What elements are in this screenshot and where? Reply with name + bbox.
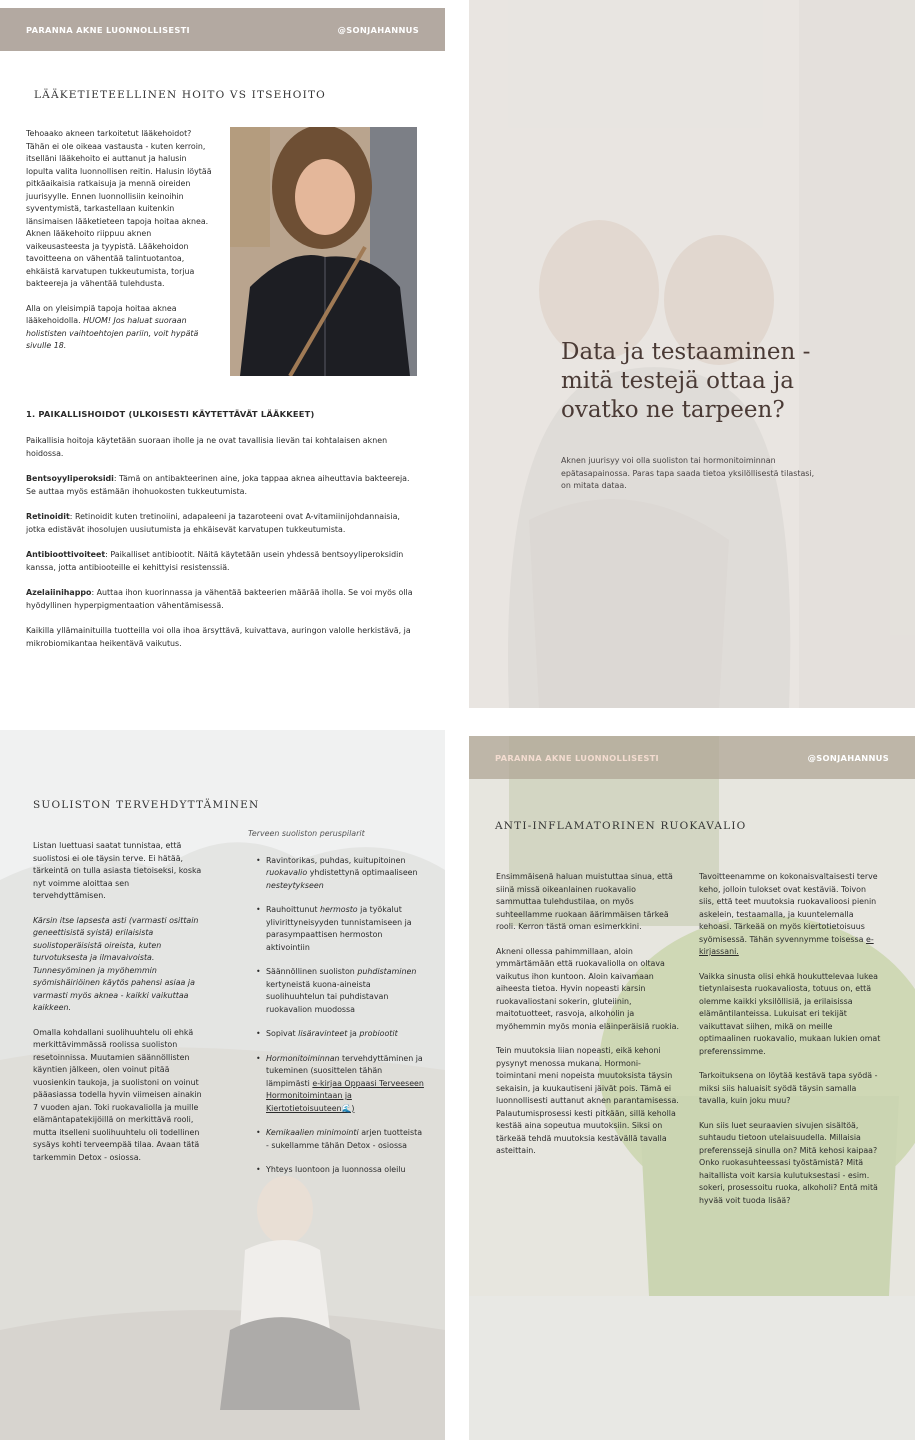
text: Ravintorikas, puhdas, kuitupitoinen: [266, 855, 406, 865]
page-header: [469, 736, 915, 779]
page-intro: Aknen juurisyy voi olla suoliston tai hormonitoiminnan epätasapainossa. Paras tapa saada tietoa yksilöllisestä tilastasi, on mitata dataa.: [561, 456, 815, 490]
text: arjen tuotteista - sukellamme tähän Detox - osiossa: [266, 1128, 423, 1150]
intro-paragraph: Tehoaako akneen tarkoitetut lääkehoidot? Tähän ei ole oikeaa vastausta - kuten kerroin, itselläni lääkehoito ei auttanut ja halusin lopulta valita luonnollisen reitin. Halusin löytää pitkäaikaisia ratkaisuja ja mennä oireiden juurisyylle. Ennen luonnollisiin keinoihin syventymistä, tarkastellaan kuitenkin länsimaisen lääketieteen tapoja hoitaa aknea. Aknen lääkehoito riippuu aknen vaikeusasteesta ja tyypistä. Lääkehoidon tavoitteena on vähentää talintuotantoa, ehkäistä karvatupen tukkeutumista, torjua bakteereja ja vähentää tulehdusta.: [26, 129, 212, 288]
list-item: [254, 1028, 426, 1041]
emphasis: Hormonitoiminnan: [266, 1053, 340, 1063]
emphasis: hermosto: [319, 905, 358, 914]
list-item: [254, 1127, 426, 1152]
page-anti-inflammatory-diet: [469, 736, 915, 1440]
treatment-term: Antibioottivoiteet: [26, 550, 106, 559]
section-title: ANTI-INFLAMATORINEN RUOKAVALIO: [495, 820, 747, 832]
treatment-term: Retinoidit: [26, 512, 70, 521]
closing-paragraph: Kaikilla yllämainituilla tuotteilla voi olla ihoa ärsyttävä, kuivattava, auringon valolle herkistävä, ja mikrobiomikantaa heikentävä vaikutus.: [26, 626, 411, 648]
text: yhdistettynä optimaaliseen: [307, 868, 418, 877]
intro-note-italic: HUOM! Jos haluat suoraan holististen vaihtoehtojen pariin, voit hypätä sivulle 18.: [26, 316, 199, 350]
ebook-link[interactable]: e-kirjassani.: [699, 934, 874, 956]
gut-paragraph-1: Listan luettuasi saatat tunnistaa, että suolistosi ei ole täysin terve. Ei hätää, tärkeintä on tulla asiasta tietoiseksi, koska nyt voimme aloittaa sen tervehdyttämisen.: [33, 841, 202, 900]
list-item: [254, 1053, 426, 1116]
emphasis: nesteytykseen: [266, 880, 324, 890]
pillars-list: [248, 855, 426, 1177]
section-title: LÄÄKETIETEELLINEN HOITO VS ITSEHOITO: [34, 89, 326, 101]
treatment-term: Bentsoyyliperoksidi: [26, 474, 114, 483]
treatment-item: [26, 473, 416, 498]
diet-paragraph: [699, 871, 883, 959]
header-brand: PARANNA AKNE LUONNOLLISESTI: [26, 25, 190, 35]
page-title: Data ja testaaminen - mitä testejä ottaa ja ovatko ne tarpeen?: [561, 339, 811, 423]
treatment-term: Azelaiinihappo: [26, 588, 92, 597]
list-item: [254, 1164, 426, 1177]
emphasis: probiootit: [359, 1029, 398, 1038]
page-gut-health: [0, 730, 445, 1440]
ebook-link[interactable]: e-kirjaa Oppaasi Terveeseen Hormonitoimintaan ja Kiertotietoisuuteen🌊): [266, 1078, 424, 1113]
treatment-desc: : Retinoidit kuten tretinoiini, adapaleeni ja tazaroteeni ovat A-vitamiinijohdannaisia, jotka edistävät ihosolujen uusiutumista ja ehkäisevät karvatupen tukkeutumista.: [26, 512, 400, 534]
list-item: [254, 966, 426, 1016]
diet-paragraph: Akneni ollessa pahimmillaan, aloin ymmärtämään että ruokavaliolla on oltava vaikutus ihon kuntoon. Aloin kaivamaan aiheesta tietoa. Hyvin nopeasti karsin ruokavaliostani sokerin, gluteiinin, maitotuotteet, rasvoja, alkoholin ja myöhemmin myös monia eläinperäisiä ruokia.: [496, 946, 680, 1031]
treatments-text: [26, 435, 416, 650]
list-item: [254, 904, 426, 954]
diet-paragraph: Vaikka sinusta olisi ehkä houkuttelevaa lukea tietynlaisesta ruokavaliosta, totuus on, että olemme kaikki yksilöllisiä, ja erilaisissa elämäntilanteissa. Lukuisat eri tekijät vaikuttavat siihen, mikä on meille optimaalinen ruokavalio, mukaan lukien omat preferenssimme.: [699, 971, 881, 1056]
subheading: 1. PAIKALLISHOIDOT (ULKOISESTI KÄYTETTÄVÄT LÄÄKKEET): [26, 409, 315, 419]
treatment-desc: : Paikalliset antibiootit. Näitä käytetään usein yhdessä bentsoyyliperoksidin kanssa, jotta antibiooteille ei kehittyisi resistenssiä.: [26, 550, 404, 572]
intro-note-plain: Alla on yleisimpiä tapoja hoitaa aknea lääkehoidolla.: [26, 303, 177, 325]
text: kertyneistä kuona-aineista suolihuuhtelun tai puhdistavan ruokavalion muodossa: [266, 979, 389, 1014]
treatment-desc: : Auttaa ihon kuorinnassa ja vähentää bakteerien määrää iholla. Se voi myös olla hyödyllinen hyperpigmentaation vähentämisessä.: [26, 588, 413, 610]
gut-pillars: [248, 828, 426, 1189]
gut-paragraph-2: Kärsin itse lapsesta asti (varmasti osittain geneettisistä syistä) erilaisista suolistoperäisistä oireista, kuten turvotuksesta ja ilmavaivoista. Tunnesyöminen ja myöhemmin syömishäiriöinen käytös pahensi asiaa ja varmasti myös aknea - kaikki vaikuttaa kaikkeen.: [33, 915, 199, 1012]
section-title: SUOLISTON TERVEHDYTTÄMINEN: [33, 799, 260, 811]
intro-text-block: [26, 128, 214, 353]
header-brand: PARANNA AKNE LUONNOLLISESTI: [495, 753, 659, 763]
text: Yhteys luontoon ja luonnossa oleilu: [266, 1165, 406, 1174]
diet-paragraph: Tarkoituksena on löytää kestävä tapa syödä - miksi siis haluaisit syödä täysin samalla tavalla, kuin joku muu?: [699, 1071, 878, 1105]
diet-paragraph: Tein muutoksia liian nopeasti, eikä kehoni pysynyt menossa mukana. Hormoni-toimintani meni nopeista muutoksista täysin sekaisin, ja kuukautiseni jäivät pois. Tämä ei luonnollisesti auttanut aknen parantamisessa. Palautumisprosessi kesti pitkään, sillä keholla kestää aina sopeutua muutoksiin. Siksi on tärkeää tehdä muutoksia kestävällä tavalla asteittain.: [496, 1046, 679, 1155]
treatment-item: [26, 511, 416, 536]
page-data-testing: [469, 0, 915, 708]
text: ja työkalut ylivirittyneisyyden tunnistamiseen ja parasympaattisen hermoston aktivointiin: [266, 905, 412, 952]
text: ja: [347, 1029, 360, 1038]
emphasis: ruokavalio: [266, 868, 308, 877]
treatment-item: [26, 587, 416, 612]
diet-paragraph: Kun siis luet seuraavien sivujen sisältöä, suhtaudu tietoon utelaisuudella. Millaisia preferenssejä sinulla on? Mitä kehosi kaipaa? Onko ruokasuhteessasi työstämistä? Mitä haitallista voit karsia kulutuksestasi - esim. sokeri, prosessoitu ruoka, alkoholi? Entä mitä hyvää voit tuoda lisää?: [699, 1120, 878, 1205]
portrait-illustration: [230, 127, 417, 376]
page-header: [0, 8, 445, 51]
emphasis: Kemikaalien minimointi: [266, 1128, 359, 1137]
text: Tavoitteenamme on kokonaisvaltaisesti terve keho, jolloin tulokset ovat kestäviä. Toivon siis, että teet muutoksia ruokavalioosi pienin askelein, testaamalla, ja kuuntelemalla kehoasi. Tärkeää on myös kiertotietoisuus syömisessä. Tähän syvennymme toisessa: [699, 872, 878, 944]
treatment-desc: : Tämä on antibakteerinen aine, joka tappaa aknea aiheuttavia bakteereja. Se auttaa myös estämään ihohuokosten tukkeutumista.: [26, 474, 410, 496]
list-item: [254, 855, 426, 893]
page-medical-vs-selfcare: [0, 0, 445, 712]
intro-note: [26, 303, 214, 353]
treatments-lead: Paikallisia hoitoja käytetään suoraan iholle ja ne ovat tavallisia lievän tai kohtalaisen aknen hoidossa.: [26, 436, 388, 458]
diet-column-right: [699, 871, 883, 1207]
text: tervehdyttäminen ja tukeminen (suosittelen tähän lämpimästi: [266, 1053, 423, 1088]
text: Sopivat: [266, 1029, 299, 1038]
emphasis: lisäravinteet: [298, 1029, 348, 1038]
diet-paragraph: Ensimmäisenä haluan muistuttaa sinua, että siinä missä oikeanlainen ruokavalio sammuttaa tulehdustilaa, on myös suhteellamme ruokaan äärimmäisen tärkeä rooli. Kerron tästä oman esimerkkini.: [496, 872, 673, 931]
header-handle: @SONJAHANNUS: [807, 753, 889, 763]
gut-text-column: [33, 840, 203, 1164]
diet-column-left: [496, 871, 679, 1158]
text: Rauhoittunut: [266, 905, 320, 914]
treatment-item: [26, 549, 416, 574]
gut-paragraph-3: Omalla kohdallani suolihuuhtelu oli ehkä merkittävimmässä roolissa suoliston resetoinnissa. Muutamien säännöllisten käyntien jälkeen, olen voinut pitää vuosienkin taukoja, ja suolistoni on voinut pääasiassa todella hyvin viimeisen ainakin 7 vuoden ajan. Toki ruokavaliolla ja muille elämäntapatekijöillä on merkittävä rooli, mutta itselleni suolihuuhtelu oli todellinen sysäys kohti terveempää tilaa. Avaan tätä tarkemmin Detox - osiossa.: [33, 1027, 202, 1162]
emphasis: puhdistaminen: [357, 967, 417, 976]
portrait-photo: [230, 127, 417, 376]
text: Säännöllinen suoliston: [266, 967, 358, 976]
header-handle: @SONJAHANNUS: [337, 25, 419, 35]
pillars-title: Terveen suoliston peruspilarit: [248, 829, 365, 838]
